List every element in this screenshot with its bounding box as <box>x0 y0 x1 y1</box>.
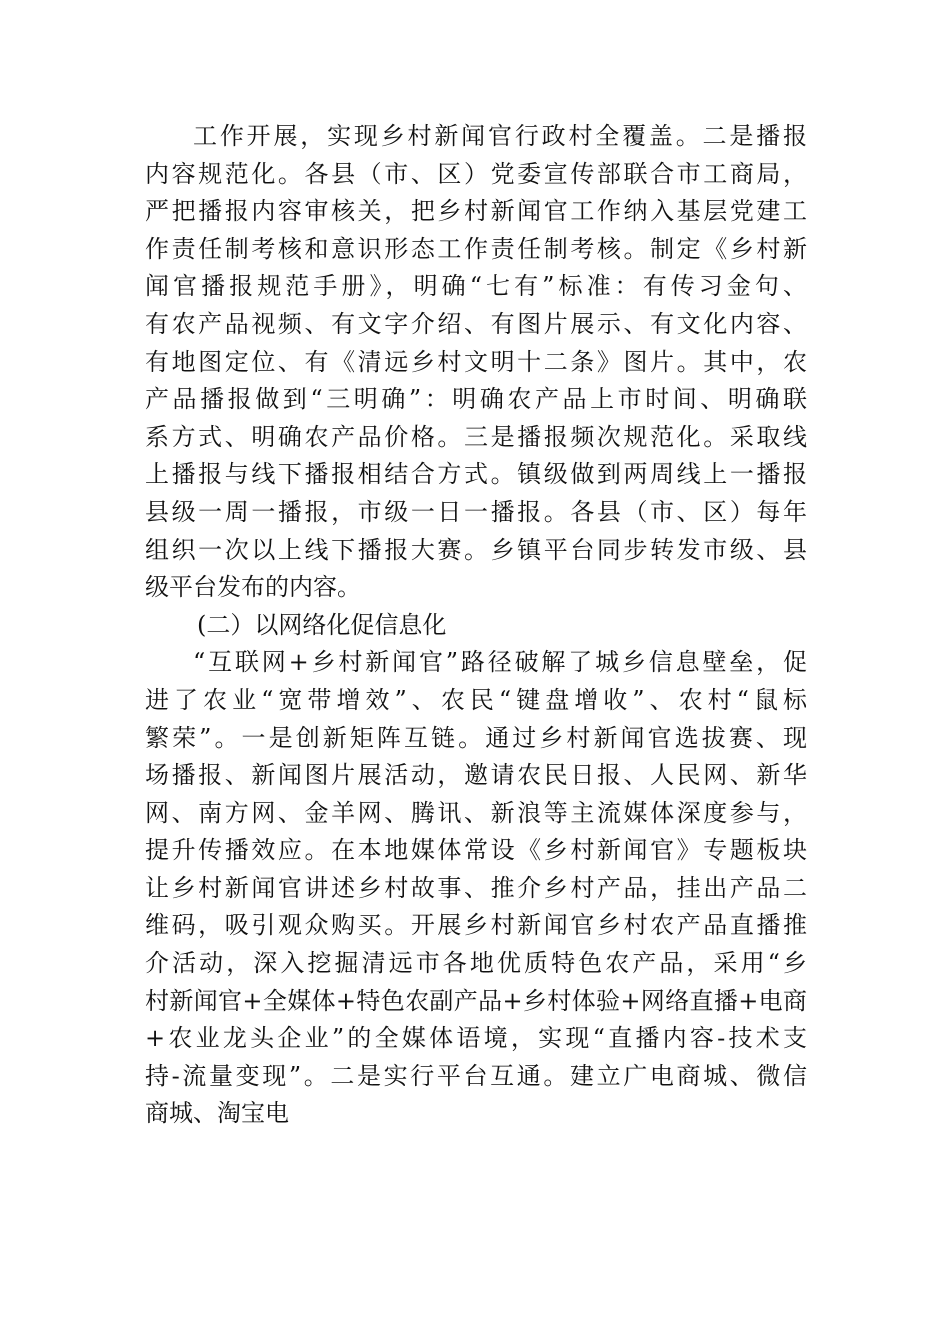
paragraph-line: 闻官播报规范手册》，明确“七有”标准：有传习金句、 <box>145 272 807 301</box>
paragraph-line: 作责任制考核和意识形态工作责任制考核。制定《乡村新 <box>145 234 807 263</box>
paragraph-line: 村新闻官+全媒体+特色农副产品+乡村体验+网络直播+电商 <box>145 986 807 1015</box>
paragraph-line: 上播报与线下播报相结合方式。镇级做到两周线上一播报 <box>145 460 807 489</box>
body-text <box>145 118 807 1133</box>
paragraph-line: “互联网+乡村新闻官”路径破解了城乡信息壁垒，促 <box>193 648 807 677</box>
paragraph-line: 网、南方网、金羊网、腾讯、新浪等主流媒体深度参与， <box>145 798 807 827</box>
paragraph-line: 场播报、新闻图片展活动，邀请农民日报、人民网、新华 <box>145 761 807 790</box>
paragraph-line: 严把播报内容审核关，把乡村新闻官工作纳入基层党建工 <box>145 197 807 226</box>
paragraph-line: 有地图定位、有《清远乡村文明十二条》图片。其中，农 <box>145 347 807 376</box>
paragraph-line: 让乡村新闻官讲述乡村故事、推介乡村产品，挂出产品二 <box>145 873 807 902</box>
paragraph-line: 有农产品视频、有文字介绍、有图片展示、有文化内容、 <box>145 309 807 338</box>
paragraph-line: 繁荣”。一是创新矩阵互链。通过乡村新闻官选拔赛、现 <box>145 723 807 752</box>
paragraph-line: 持-流量变现”。二是实行平台互通。建立广电商城、微信 <box>145 1061 807 1090</box>
paragraph-line: 内容规范化。各县（市、区）党委宣传部联合市工商局， <box>145 159 807 188</box>
section-heading: (二）以网络化促信息化 <box>197 610 447 639</box>
paragraph-line: 工作开展，实现乡村新闻官行政村全覆盖。二是播报 <box>193 122 807 150</box>
paragraph-line: 组织一次以上线下播报大赛。乡镇平台同步转发市级、县 <box>145 535 807 564</box>
paragraph-line: 产品播报做到“三明确”：明确农产品上市时间、明确联 <box>145 385 807 414</box>
paragraph-line: 进了农业“宽带增效”、农民“键盘增收”、农村“鼠标 <box>145 685 807 714</box>
paragraph-line: 介活动，深入挖掘清远市各地优质特色农产品，采用“乡 <box>145 949 807 978</box>
paragraph-line: +农业龙头企业”的全媒体语境，实现“直播内容-技术支 <box>145 1024 807 1053</box>
paragraph-line: 县级一周一播报，市级一日一播报。各县（市、区）每年 <box>145 497 807 526</box>
paragraph-line: 商城、淘宝电 <box>145 1099 289 1128</box>
paragraph-line: 系方式、明确农产品价格。三是播报频次规范化。采取线 <box>145 422 807 451</box>
paragraph-line: 级平台发布的内容。 <box>145 573 361 602</box>
paragraph-line: 维码，吸引观众购买。开展乡村新闻官乡村农产品直播推 <box>145 911 807 940</box>
paragraph-line: 提升传播效应。在本地媒体常设《乡村新闻官》专题板块 <box>145 836 807 865</box>
